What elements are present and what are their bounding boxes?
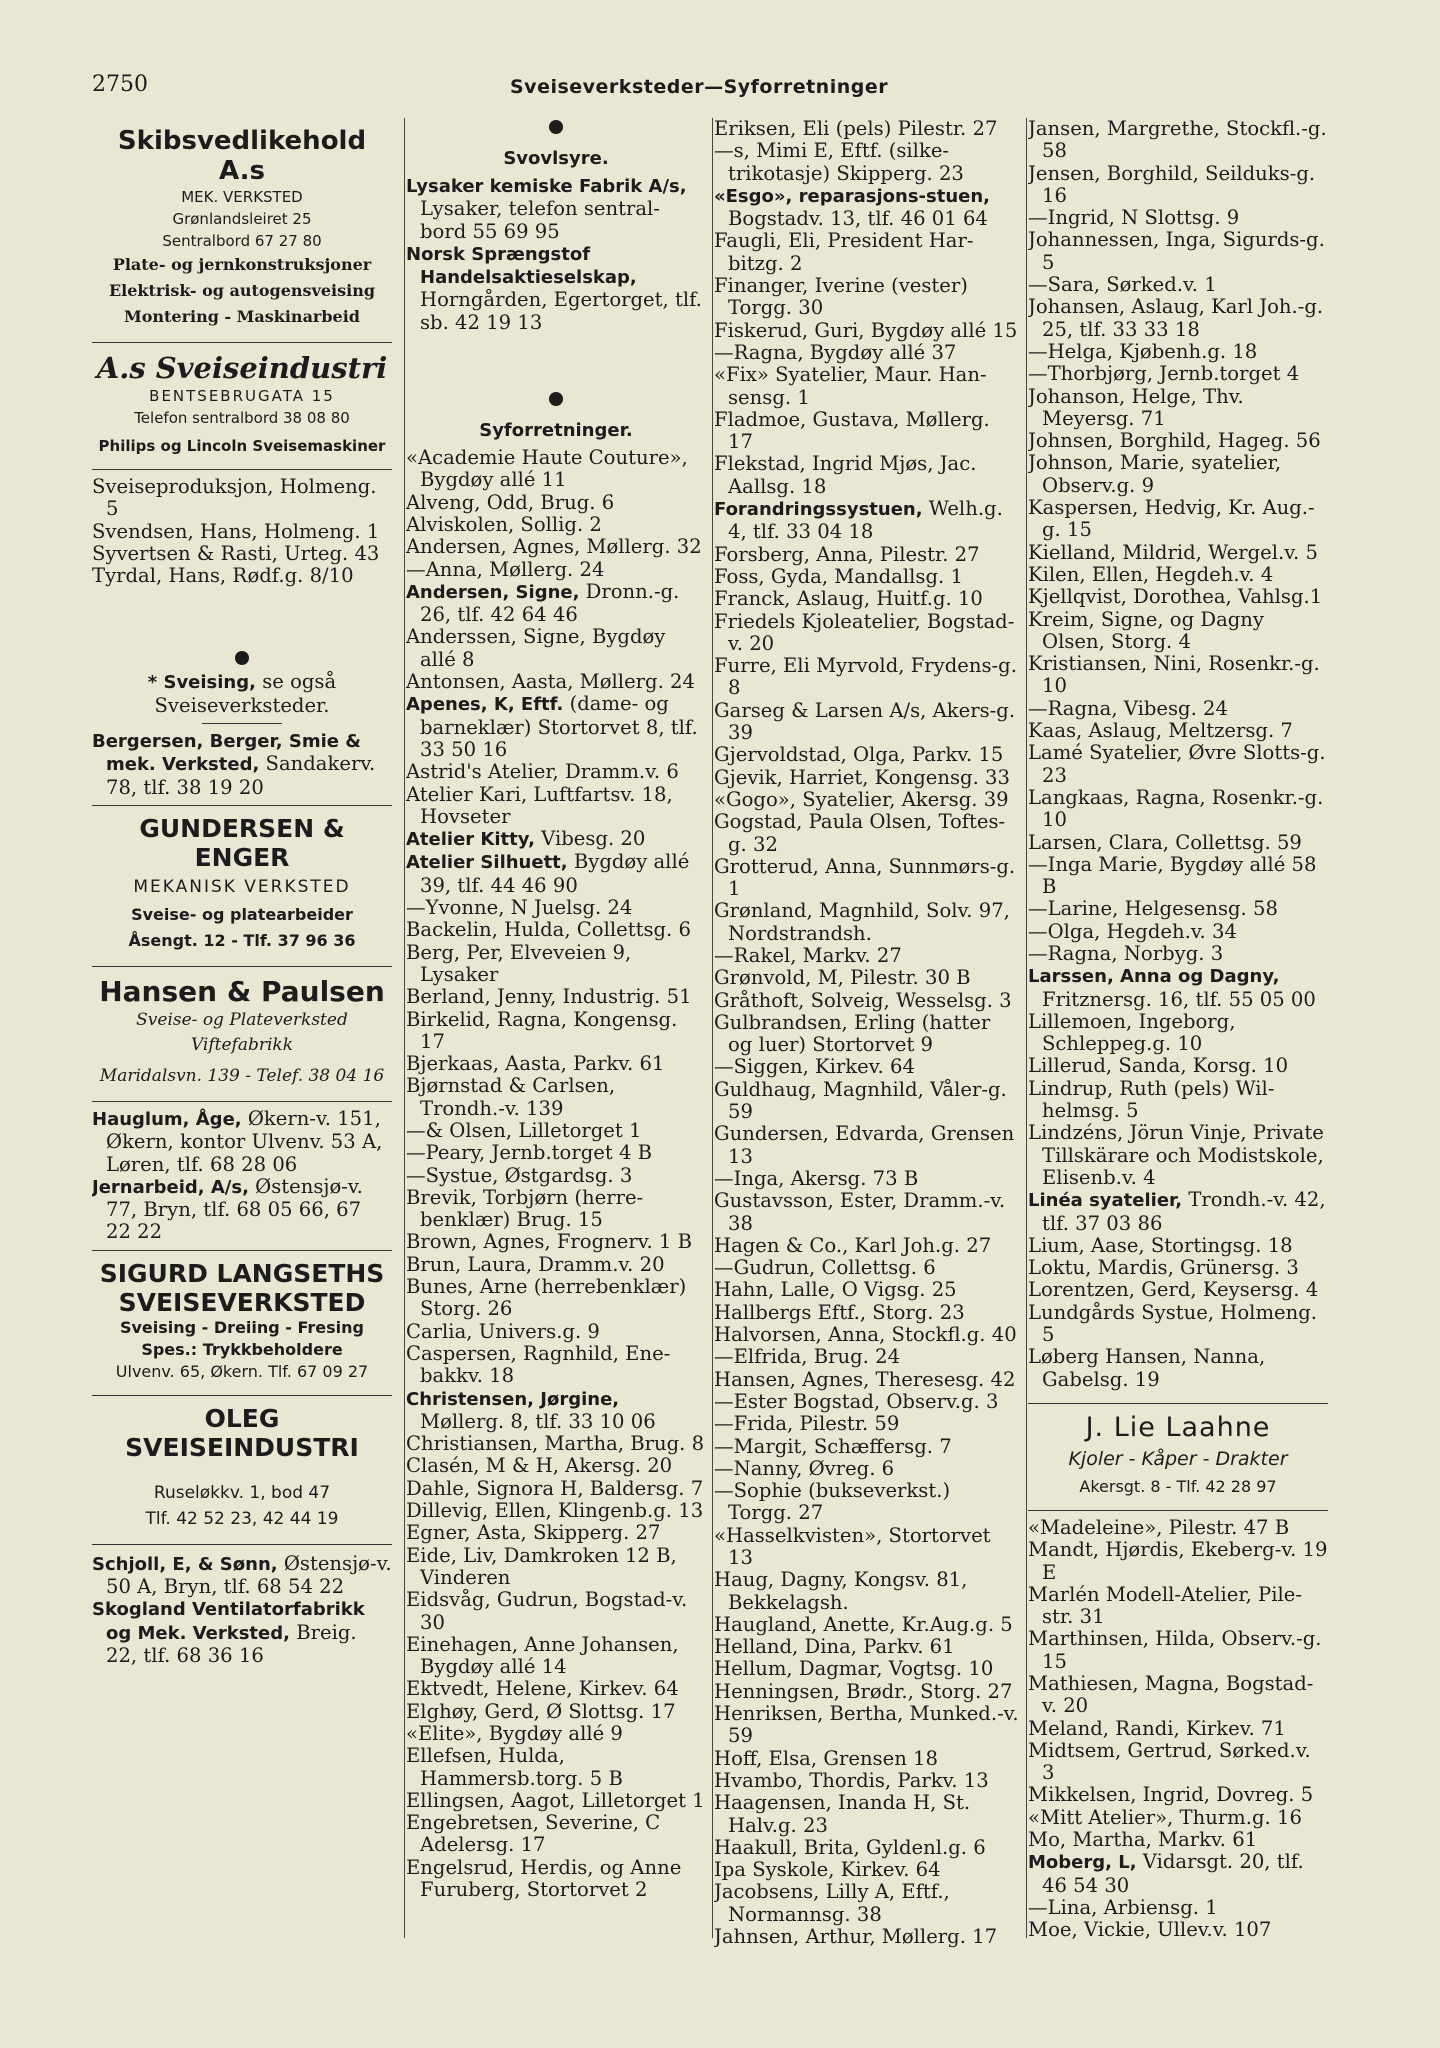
ad-title: Hansen & Paulsen xyxy=(99,974,385,1008)
list-item: «Academie Haute Couture», Bygdøy allé 11 xyxy=(406,446,688,492)
ad-line: Kjoler - Kåper - Drakter xyxy=(1068,1447,1288,1470)
ad-sveiseindustri xyxy=(92,343,392,470)
list-item: «Fix» Syatelier, Maur. Han-sensg. 1 xyxy=(714,363,987,409)
list-item: Antonsen, Aasta, Møllerg. 24 xyxy=(406,670,695,694)
ad-line: Sveising - Dreiing - Fresing xyxy=(119,1317,365,1337)
list-item: Mathiesen, Magna, Bogstad-v. 20 xyxy=(1028,1672,1314,1718)
list-item: —Sophie (bukseverkst.) Torgg. 27 xyxy=(714,1479,951,1525)
list-item: Christensen, Jørgine, Møllerg. 8, tlf. 33 10 06 xyxy=(406,1388,656,1433)
list-item: Midtsem, Gertrud, Sørked.v. 3 xyxy=(1028,1738,1311,1785)
list-item: Hansen, Agnes, Theresesg. 42 xyxy=(714,1367,1016,1391)
list-item: Halvorsen, Anna, Stockfl.g. 40 xyxy=(714,1323,1017,1347)
list-item: —Larine, Helgesensg. 58 xyxy=(1028,897,1278,921)
list-item: Johannessen, Inga, Sigurds-g. 5 xyxy=(1028,228,1325,274)
list-item: Ellingsen, Aagot, Lilletorget 1 xyxy=(406,1788,705,1812)
list-item: Jahnsen, Arthur, Møllerg. 17 xyxy=(714,1925,998,1949)
ad-address: BENTSEBRUGATA 15 xyxy=(149,387,335,405)
list-item: Syvertsen & Rasti, Urteg. 43 xyxy=(92,541,380,565)
list-item: Ellefsen, Hulda, Hammersb.torg. 5 B xyxy=(406,1744,623,1790)
list-item: Birkelid, Ragna, Kongensg. 17 xyxy=(406,1007,678,1053)
list-item: Jernarbeid, A/s, Østensjø-v. 77, Bryn, tlf. 68 05 66, 67 22 22 xyxy=(92,1174,363,1244)
list-item: Grønland, Magnhild, Solv. 97, Nordstrandsh. xyxy=(714,899,1010,945)
list-item: Andersen, Agnes, Møllerg. 32 xyxy=(406,535,702,559)
list-item: Larsen, Clara, Collettsg. 59 xyxy=(1028,830,1302,854)
list-item: Gråthoft, Solveig, Wesselsg. 3 xyxy=(714,988,1012,1012)
bullet-dot xyxy=(549,392,563,406)
ad-oleg xyxy=(92,1396,392,1545)
list-item: Henningsen, Brødr., Storg. 27 xyxy=(714,1679,1013,1703)
list-item: Furre, Eli Myrvold, Frydens-g. 8 xyxy=(714,654,1017,700)
list-item: Helland, Dina, Parkv. 61 xyxy=(714,1635,955,1659)
entry-name: Apenes, K, Eftf. xyxy=(406,694,564,716)
ad-line: Åsengt. 12 - Tlf. 37 96 36 xyxy=(128,930,356,950)
entry-name: Andersen, Signe, xyxy=(406,581,580,603)
list-item: Norsk Sprængstof Handelsaktieselskap, Horngården, Egertorget, tlf. sb. 42 19 13 xyxy=(406,243,702,334)
list-item: Forandringssystuen, Welh.g. 4, tlf. 33 04 18 xyxy=(714,497,1003,544)
list-item: —Gudrun, Collettsg. 6 xyxy=(714,1256,936,1280)
list-item: Jensen, Borghild, Seilduks-g. 16 xyxy=(1028,161,1316,207)
list-item: Lium, Aase, Stortingsg. 18 xyxy=(1028,1233,1293,1257)
list-item: —Frida, Pilestr. 59 xyxy=(714,1412,900,1436)
list-item: Berg, Per, Elveveien 9, Lysaker xyxy=(406,940,632,986)
list-item: Henriksen, Bertha, Munked.-v. 59 xyxy=(714,1702,1019,1748)
list-item: Flekstad, Ingrid Mjøs, Jac. Aallsg. 18 xyxy=(714,452,977,498)
list-item: Haagensen, Inanda H, St. Halv.g. 23 xyxy=(714,1791,971,1837)
list-item: Clasén, M & H, Akersg. 20 xyxy=(406,1454,673,1478)
list-item: Moberg, L, Vidarsgt. 20, tlf. 46 54 30 xyxy=(1028,1850,1304,1897)
list-item: Lysaker kemiske Fabrik A/s, Lysaker, telefon sentral-bord 55 69 95 xyxy=(406,176,687,243)
list-item: Astrid's Atelier, Dramm.v. 6 xyxy=(406,760,679,784)
ad-title: A.s Sveiseindustri xyxy=(96,351,388,385)
ad-title: SIGURD LANGSETHS xyxy=(99,1258,385,1288)
list-item: Egner, Asta, Skipperg. 27 xyxy=(406,1521,661,1545)
list-item: —Lina, Arbiensg. 1 xyxy=(1028,1895,1218,1919)
ad-phone: Telefon sentralbord 38 08 80 xyxy=(134,409,350,427)
list-item: —Inga Marie, Bygdøy allé 58 B xyxy=(1028,852,1317,899)
list-item: Bunes, Arne (herrebenklær) Storg. 26 xyxy=(406,1275,687,1321)
list-item: Haug, Dagny, Kongsv. 81, Bekkelagsh. xyxy=(714,1568,968,1614)
list-item: —Anna, Møllerg. 24 xyxy=(406,557,605,581)
list-item: Bergersen, Berger, Smie & mek. Verksted, Sandakerv. 78, tlf. 38 19 20 xyxy=(92,731,376,799)
list-item: Foss, Gyda, Mandallsg. 1 xyxy=(714,564,963,588)
list-item: Fiskerud, Guri, Bygdøy allé 15 xyxy=(714,318,1018,342)
entry-name: Forandringssystuen, xyxy=(714,499,923,521)
list-item: Tyrdal, Hans, Rødf.g. 8/10 xyxy=(92,564,354,588)
column-2 xyxy=(406,118,706,1998)
list-item: Engelsrud, Herdis, og Anne Furuberg, Stortorvet 2 xyxy=(406,1855,682,1902)
ad-line: Viftefabrikk xyxy=(190,1034,294,1055)
list-item: —Sara, Sørked.v. 1 xyxy=(1028,273,1217,297)
list-item: Johnsen, Borghild, Hageg. 56 xyxy=(1028,429,1321,453)
list-item: Mandt, Hjørdis, Ekeberg-v. 19 E xyxy=(1028,1538,1328,1584)
list-item: Lamé Syatelier, Øvre Slotts-g. 23 xyxy=(1028,741,1326,787)
list-item: Garseg & Larsen A/s, Akers-g. 39 xyxy=(714,698,1016,745)
list-item: Hahn, Lalle, O Vigsg. 25 xyxy=(714,1278,957,1302)
list-item: —Ragna, Bygdøy allé 37 xyxy=(714,340,957,364)
ad-line: Maridalsvn. 139 - Telef. 38 04 16 xyxy=(99,1065,385,1086)
list-item: Christiansen, Martha, Brug. 8 xyxy=(406,1432,705,1456)
list-item: Elghøy, Gerd, Ø Slottsg. 17 xyxy=(406,1699,676,1723)
list-item: Hagen & Co., Karl Joh.g. 27 xyxy=(714,1233,992,1257)
list-item: Mikkelsen, Ingrid, Dovreg. 5 xyxy=(1028,1783,1314,1807)
list-item: Moe, Vickie, Ullev.v. 107 xyxy=(1028,1918,1272,1942)
list-item: Bjørnstad & Carlsen, Trondh.-v. 139 xyxy=(406,1074,616,1120)
list-item: Sveiseproduksjon, Holmeng. 5 xyxy=(92,475,377,521)
list-item: Lillemoen, Ingeborg, Schleppeg.g. 10 xyxy=(1028,1009,1236,1056)
list-item: Atelier Kari, Luftfartsv. 18, Hovseter xyxy=(406,782,673,828)
list-item: Brevik, Torbjørn (herre-benklær) Brug. 15 xyxy=(406,1185,644,1232)
ad-subtitle: MEK. VERKSTED xyxy=(181,188,303,206)
list-item: —Ragna, Vibesg. 24 xyxy=(1028,696,1228,720)
list-item: —Olga, Hegdeh.v. 34 xyxy=(1028,919,1237,943)
list-item: Kaas, Aslaug, Meltzersg. 7 xyxy=(1028,719,1293,743)
list-item: Grønvold, M, Pilestr. 30 B xyxy=(714,966,971,990)
list-item: Friedels Kjoleatelier, Bogstad-v. 20 xyxy=(714,609,1015,655)
list-item: Kreim, Signe, og Dagny Olsen, Storg. 4 xyxy=(1028,607,1264,653)
list-item: Larssen, Anna og Dagny, Fritznersg. 16, tlf. 55 05 00 xyxy=(1028,966,1316,1011)
list-item: Atelier Kitty, Vibesg. 20 xyxy=(406,827,646,851)
section-title: Svovlsyre. xyxy=(503,148,609,169)
list-item: Gustavsson, Ester, Dramm.-v. 38 xyxy=(714,1189,1006,1235)
list-item: Backelin, Hulda, Collettsg. 6 xyxy=(406,918,691,942)
list-item: «Esgo», reparasjons-stuen, Bogstadv. 13, tlf. 46 01 64 xyxy=(714,185,991,231)
list-item: Schjoll, E, & Sønn, Østensjø-v. 50 A, Bryn, tlf. 68 54 22 xyxy=(92,1551,392,1599)
list-item: Atelier Silhuett, Bygdøy allé 39, tlf. 44 46 90 xyxy=(406,850,690,897)
list-item: Johnson, Marie, syatelier, Observ.g. 9 xyxy=(1028,451,1282,497)
list-item: Brown, Agnes, Frognerv. 1 B xyxy=(406,1230,693,1254)
entry-list xyxy=(1028,118,1328,1391)
list-item: «Hasselkvisten», Stortorvet 13 xyxy=(714,1523,991,1569)
list-item: Gogstad, Paula Olsen, Toftes-g. 32 xyxy=(714,810,1006,856)
list-item: Andersen, Signe, Dronn.-g. 26, tlf. 42 64 46 xyxy=(406,579,680,627)
list-item: Gundersen, Edvarda, Grensen 13 xyxy=(714,1122,1015,1168)
list-item: Loktu, Mardis, Grünersg. 3 xyxy=(1028,1256,1299,1280)
list-item: Hellum, Dagmar, Vogtsg. 10 xyxy=(714,1657,994,1681)
list-item: Dillevig, Ellen, Klingenb.g. 13 xyxy=(406,1499,704,1523)
list-item: —s, Mimi E, Eftf. (silke-trikotasje) Skipperg. 23 xyxy=(714,139,964,185)
list-item: Jansen, Margrethe, Stockfl.-g. 58 xyxy=(1028,118,1327,163)
list-item: Eriksen, Eli (pels) Pilestr. 27 xyxy=(714,118,998,140)
list-item: —Systue, Østgardsg. 3 xyxy=(406,1163,633,1187)
list-item: Kristiansen, Nini, Rosenkr.-g. 10 xyxy=(1028,652,1320,698)
ad-line: Ruseløkkv. 1, bod 47 xyxy=(153,1482,331,1503)
ad-title: Skibsvedlikehold A.s xyxy=(117,126,367,186)
list-item: —Rakel, Markv. 27 xyxy=(714,943,902,967)
list-item: —Helga, Kjøbenh.g. 18 xyxy=(1028,339,1258,363)
list-item: Finanger, Iverine (vester) Torgg. 30 xyxy=(714,274,968,320)
page-number: 2750 xyxy=(92,72,148,97)
ad-title: GUNDERSEN & ENGER xyxy=(139,813,345,872)
ad-line: Ulvenv. 65, Økern. Tlf. 67 09 27 xyxy=(115,1361,369,1381)
ad-line: Sveise- og Plateverksted xyxy=(136,1009,348,1030)
list-item: Engebretsen, Severine, C Adelersg. 17 xyxy=(406,1811,661,1857)
list-item: Marthinsen, Hilda, Observ.-g. 15 xyxy=(1028,1627,1322,1673)
list-item: Fladmoe, Gustava, Møllerg. 17 xyxy=(714,407,990,454)
list-item: Jacobsens, Lilly A, Eftf., Normannsg. 38 xyxy=(714,1880,950,1926)
list-item: Alveng, Odd, Brug. 6 xyxy=(406,490,615,514)
list-item: Gjevik, Harriet, Kongensg. 33 xyxy=(714,765,1010,789)
list-item: Eide, Liv, Damkroken 12 B, Vinderen xyxy=(406,1543,677,1589)
list-item: Bjerkaas, Aasta, Parkv. 61 xyxy=(406,1052,665,1076)
list-item: Haakull, Brita, Gyldenl.g. 6 xyxy=(714,1835,986,1859)
ad-address: Grønlandsleiret 25 xyxy=(172,210,312,228)
list-item: —Nanny, Øvreg. 6 xyxy=(714,1456,895,1480)
column-divider xyxy=(1026,118,1027,1938)
column-divider xyxy=(712,118,713,1938)
list-item: Berland, Jenny, Industrig. 51 xyxy=(406,985,692,1009)
entry-name: Atelier Kitty, xyxy=(406,829,535,851)
list-item: Caspersen, Ragnhild, Ene-bakkv. 18 xyxy=(406,1341,671,1388)
ad-title: SVEISEVERKSTED xyxy=(118,1287,366,1317)
page-heading: Sveiseverksteder—Syforretninger xyxy=(510,76,889,98)
list-item: Einehagen, Anne Johansen, Bygdøy allé 14 xyxy=(406,1632,679,1679)
list-item: Haugland, Anette, Kr.Aug.g. 5 xyxy=(714,1612,1013,1636)
list-item: Hvambo, Thordis, Parkv. 13 xyxy=(714,1768,989,1792)
ad-skibsvedlikehold xyxy=(92,118,392,343)
list-item: Svendsen, Hans, Holmeng. 1 xyxy=(92,519,380,543)
list-item: —Yvonne, N Juelsg. 24 xyxy=(406,896,633,920)
list-item: Guldhaug, Magnhild, Våler-g. 59 xyxy=(714,1077,1007,1124)
list-item: Alviskolen, Sollig. 2 xyxy=(406,512,602,536)
entry-list xyxy=(1028,1511,1328,1942)
entry-list xyxy=(406,447,706,1901)
list-item: Kielland, Mildrid, Wergel.v. 5 xyxy=(1028,540,1318,564)
list-item: Lindrup, Ruth (pels) Wil-helmsg. 5 xyxy=(1028,1076,1275,1123)
list-item: Kaspersen, Hedvig, Kr. Aug.-g. 15 xyxy=(1028,496,1315,542)
list-item: Kjellqvist, Dorothea, Vahlsg.1 xyxy=(1028,585,1323,609)
list-item: Brun, Laura, Dramm.v. 20 xyxy=(406,1252,665,1276)
list-item: Lillerud, Sanda, Korsg. 10 xyxy=(1028,1054,1289,1078)
ad-line: Montering - Maskinarbeid xyxy=(123,307,360,326)
ad-title: J. Lie Laahne xyxy=(1085,1411,1271,1443)
list-item: Anderssen, Signe, Bygdøy allé 8 xyxy=(406,625,666,671)
list-item: —Inga, Akersg. 73 B xyxy=(714,1166,919,1190)
entry-name: Larssen, Anna og Dagny, xyxy=(1028,966,1280,988)
entry-name: Moberg, L, xyxy=(1028,1852,1137,1874)
ad-phone: Sentralbord 67 27 80 xyxy=(162,232,322,250)
list-item: Ipa Syskole, Kirkev. 64 xyxy=(714,1858,941,1882)
list-item: Gulbrandsen, Erling (hatter og luer) Stortorvet 9 xyxy=(714,1010,991,1057)
list-item: Lindzéns, Jörun Vinje, Private Tillskärare och Modistskole, Elisenb.v. 4 xyxy=(1028,1121,1324,1189)
list-item: * Sveising, se også Sveiseverksteder. xyxy=(147,670,337,717)
column-3 xyxy=(714,118,1020,1998)
ad-sigurd-langseth xyxy=(92,1250,392,1396)
entry-list xyxy=(714,118,1020,1948)
list-item: Carlia, Univers.g. 9 xyxy=(406,1319,600,1343)
list-item: —Ragna, Norbyg. 3 xyxy=(1028,941,1224,965)
list-item: Hallbergs Eftf., Storg. 23 xyxy=(714,1300,965,1324)
ad-line: Elektrisk- og autogensveising xyxy=(108,281,376,300)
list-item: «Gogo», Syatelier, Akersg. 39 xyxy=(714,787,1009,811)
ad-title: OLEG SVEISEINDUSTRI xyxy=(125,1403,359,1462)
list-item: «Elite», Bygdøy allé 9 xyxy=(406,1722,623,1745)
list-item: Dahle, Signora H, Baldersg. 7 xyxy=(406,1476,704,1500)
list-item: Johanson, Helge, Thv. Meyersg. 71 xyxy=(1028,384,1244,430)
list-item: —Margit, Schæffersg. 7 xyxy=(714,1434,952,1458)
entry-name: «Esgo», reparasjons-stuen, xyxy=(714,185,991,207)
section-title: Syforretninger. xyxy=(479,420,633,442)
ad-line: Spes.: Trykkbeholdere xyxy=(141,1339,343,1359)
list-item: Kilen, Ellen, Hegdeh.v. 4 xyxy=(1028,562,1274,586)
list-item: —Ingrid, N Slottsg. 9 xyxy=(1028,206,1240,230)
column-4 xyxy=(1028,118,1328,1998)
list-item: Grotterud, Anna, Sunnmørs-g. 1 xyxy=(714,854,1016,901)
list-item: Langkaas, Ragna, Rosenkr.-g. 10 xyxy=(1028,785,1324,832)
list-item: Mo, Martha, Markv. 61 xyxy=(1028,1828,1258,1852)
list-item: «Madeleine», Pilestr. 47 B xyxy=(1028,1515,1290,1539)
list-item: Lorentzen, Gerd, Keysersg. 4 xyxy=(1028,1278,1319,1302)
list-item: Ektvedt, Helene, Kirkev. 64 xyxy=(406,1677,679,1701)
bullet-dot xyxy=(235,651,249,665)
list-item: Faugli, Eli, President Har-bitzg. 2 xyxy=(714,229,974,275)
list-item: Johansen, Aslaug, Karl Joh.-g. 25, tlf. 33 33 18 xyxy=(1028,295,1324,341)
list-item: Lundgårds Systue, Holmeng. 5 xyxy=(1028,1300,1318,1347)
separator xyxy=(202,723,282,724)
list-item: Hauglum, Åge, Økern-v. 151, Økern, kontor Ulvenv. 53 A, Løren, tlf. 68 28 06 xyxy=(92,1106,383,1176)
ad-line: Sveise- og platearbeider xyxy=(131,904,353,924)
list-item: —Thorbjørg, Jernb.torget 4 xyxy=(1028,362,1300,386)
column-divider xyxy=(404,118,405,1938)
list-item: Franck, Aslaug, Huitf.g. 10 xyxy=(714,587,983,611)
ad-gundersen xyxy=(92,805,392,967)
list-item: Meland, Randi, Kirkev. 71 xyxy=(1028,1716,1286,1740)
ad-lie-laahne xyxy=(1028,1403,1328,1511)
list-item: —Elfrida, Brug. 24 xyxy=(714,1345,901,1369)
ad-line: Akersgt. 8 - Tlf. 42 28 97 xyxy=(1079,1476,1277,1496)
entry-name: Christensen, Jørgine, xyxy=(406,1388,620,1410)
entry-list xyxy=(92,470,392,587)
list-item: Skogland Ventilatorfabrikk og Mek. Verksted, Breig. 22, tlf. 68 36 16 xyxy=(92,1599,365,1667)
entry-name: Linéa syatelier, xyxy=(1028,1190,1183,1212)
list-item: Linéa syatelier, Trondh.-v. 42, tlf. 37 03 86 xyxy=(1028,1188,1326,1235)
list-item: —Peary, Jernb.torget 4 B xyxy=(406,1141,653,1165)
list-item: Løberg Hansen, Nanna, Gabelsg. 19 xyxy=(1028,1345,1266,1391)
list-item: Eidsvåg, Gudrun, Bogstad-v. 30 xyxy=(406,1588,688,1634)
list-item: Marlén Modell-Atelier, Pile-str. 31 xyxy=(1028,1582,1302,1629)
list-item: Hoff, Elsa, Grensen 18 xyxy=(714,1746,938,1770)
entry-name: Atelier Silhuett, xyxy=(406,852,568,874)
list-item: Forsberg, Anna, Pilestr. 27 xyxy=(714,542,980,566)
list-item: —Ester Bogstad, Observ.g. 3 xyxy=(714,1389,999,1413)
column-1 xyxy=(92,118,392,1998)
bullet-dot xyxy=(549,120,563,134)
list-item: —& Olsen, Lilletorget 1 xyxy=(406,1118,642,1142)
list-item: —Siggen, Kirkev. 64 xyxy=(714,1055,915,1079)
ad-hansen-paulsen xyxy=(92,967,392,1102)
ad-note: Philips og Lincoln Sveisemaskiner xyxy=(98,437,386,455)
list-item: Apenes, K, Eftf. (dame- og barneklær) Stortorvet 8, tlf. 33 50 16 xyxy=(406,692,698,761)
ad-subtitle: MEKANISK VERKSTED xyxy=(133,876,351,897)
list-item: «Mitt Atelier», Thurm.g. 16 xyxy=(1028,1805,1302,1829)
ad-line: Tlf. 42 52 23, 42 44 19 xyxy=(145,1508,339,1529)
list-item: Gjervoldstad, Olga, Parkv. 15 xyxy=(714,743,1004,767)
ad-line: Plate- og jernkonstruksjoner xyxy=(112,255,372,274)
